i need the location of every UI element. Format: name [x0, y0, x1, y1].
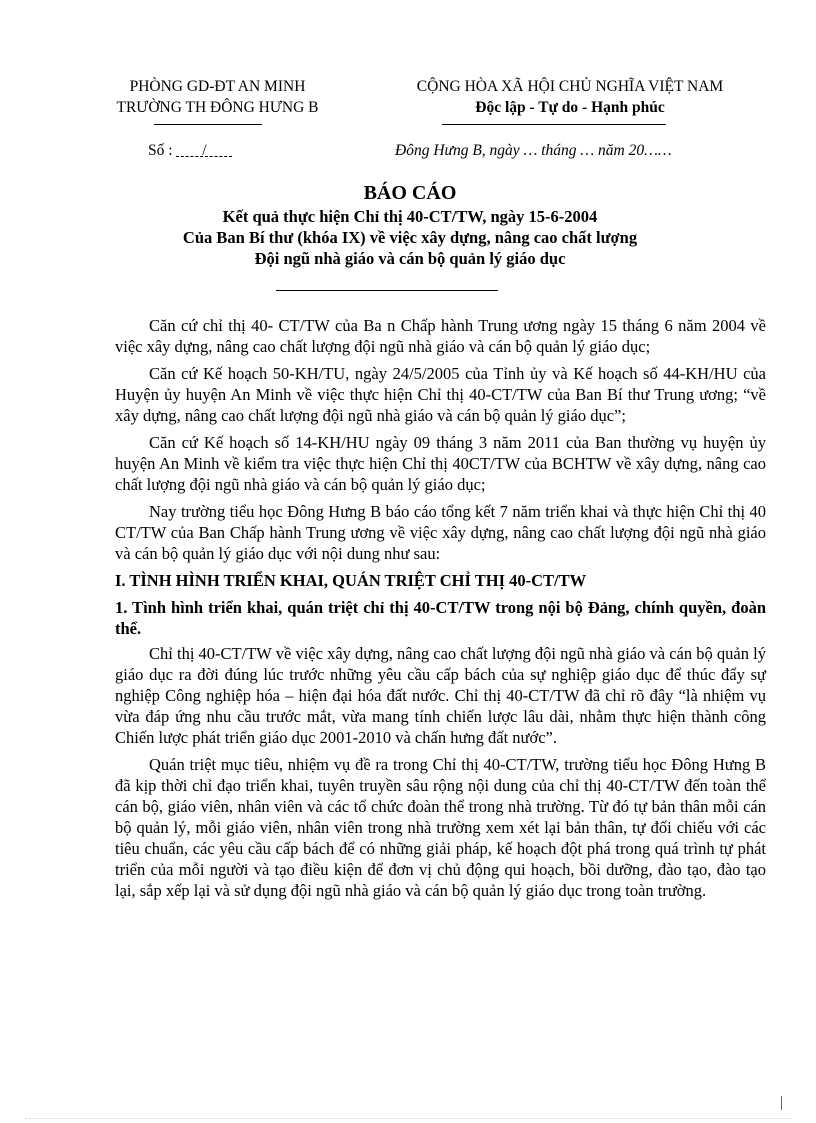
- report-title: [80, 180, 740, 269]
- issuing-agency: [95, 76, 340, 118]
- agency-school: TRƯỜNG TH ĐÔNG HƯNG B: [116, 99, 319, 116]
- ref-slash: /: [202, 142, 207, 159]
- agency-underline: [154, 124, 262, 125]
- page-bottom-border: [25, 1118, 791, 1119]
- document-number: [148, 142, 232, 160]
- paragraph-3: Căn cứ Kế hoạch số 14-KH/HU ngày 09 tháng 3 năm 2011 của Ban thường vụ huyện ủy huyện An Minh về kiểm tra việc thực hiện Chỉ thị 40CT/TW của BCHTW về xây dựng, nâng cao chất lượng đội ngũ nhà giáo và cán bộ quản lý giáo dục;: [115, 433, 766, 494]
- title-line-2: Của Ban Bí thư (khóa IX) về việc xây dựng, nâng cao chất lượng: [182, 228, 638, 247]
- date-line: Đông Hưng B, ngày … tháng … năm 20……: [395, 142, 672, 159]
- national-header: [360, 76, 780, 118]
- title-line-1: Kết quả thực hiện Chỉ thị 40-CT/TW, ngày 15-6-2004: [222, 207, 598, 226]
- title-underline: [276, 290, 498, 291]
- paragraph-4: Nay trường tiểu học Đông Hưng B báo cáo tổng kết 7 năm triển khai và thực hiện Chỉ thị 40 CT/TW của Ban Chấp hành Trung ương về việc xây dựng, nâng cao chất lượng đội ngũ nhà giáo và cán bộ quản lý giáo dục với nội dung như sau:: [115, 502, 766, 563]
- ref-blank: [176, 142, 232, 157]
- paragraph-6: Quán triệt mục tiêu, nhiệm vụ đề ra trong Chỉ thị 40-CT/TW, trường tiểu học Đông Hưng B đã kịp thời chỉ đạo triển khai, tuyên truyền sâu rộng nội dung của chỉ thị 40-CT/TW đến toàn thể cán bộ, giáo viên, nhân viên và các tổ chức đoàn thể trong nhà trường. Từ đó tự bản thân mỗi cán bộ quản lý, mỗi giáo viên, nhân viên trong nhà trường xem xét lại bản thân, tự đối chiếu với các tiêu chuẩn, các yêu cầu cấp bách để có những giải pháp, kế hoạch đột phá trong quá trình tự phát triển của mỗi người và tạo điều kiện để đơn vị chủ động qui hoạch, bồi dưỡng, đào tạo, đào tạo lại, sắp xếp lại và sử dụng đội ngũ nhà giáo và cán bộ quản lý giáo dục trong toàn trường.: [115, 755, 766, 900]
- page-corner-mark: [771, 1096, 782, 1110]
- ref-label: Số :: [148, 142, 173, 159]
- nation-name: CỘNG HÒA XÃ HỘI CHỦ NGHĨA VIỆT NAM: [416, 78, 724, 95]
- paragraph-1: Căn cứ chỉ thị 40- CT/TW của Ba n Chấp hành Trung ương ngày 15 tháng 6 năm 2004 về việc xây dựng, nâng cao chất lượng đội ngũ nhà giáo và cán bộ quản lý giáo dục;: [115, 316, 766, 356]
- section-heading-1: I. TÌNH HÌNH TRIỂN KHAI, QUÁN TRIỆT CHỈ THỊ 40-CT/TW: [115, 571, 587, 590]
- motto-underline: [442, 124, 666, 125]
- agency-department: PHÒNG GD-ĐT AN MINH: [129, 78, 306, 95]
- subsection-heading-1: 1. Tình hình triển khai, quán triệt chỉ thị 40-CT/TW trong nội bộ Đảng, chính quyền, đoàn thể.: [115, 598, 766, 638]
- title-line-3: Đội ngũ nhà giáo và cán bộ quản lý giáo dục: [254, 249, 566, 268]
- title-main: BÁO CÁO: [363, 182, 457, 204]
- national-motto: Độc lập - Tự do - Hạnh phúc: [475, 99, 665, 116]
- paragraph-2: Căn cứ Kế hoạch 50-KH/TU, ngày 24/5/2005 của Tỉnh ủy và Kế hoạch số 44-KH/HU của Huyện ủy huyện An Minh về việc thực hiện Chỉ thị 40-CT/TW của Ban Bí thư Trung ương; “về xây dựng, nâng cao chất lượng đội ngũ nhà giáo và cán bộ quản lý giáo dục”;: [115, 364, 766, 425]
- paragraph-5: Chỉ thị 40-CT/TW về việc xây dựng, nâng cao chất lượng đội ngũ nhà giáo và cán bộ quản lý giáo dục ra đời đúng lúc trước những yêu cầu cấp bách của sự nghiệp giáo dục để thúc đẩy sự nghiệp Công nghiệp hóa – hiện đại hóa đất nước. Chỉ thị 40-CT/TW đã chỉ rõ đây “là nhiệm vụ vừa đáp ứng nhu cầu trước mắt, vừa mang tính chiến lược lâu dài, nhằm thực hiện thành công Chiến lược phát triển giáo dục 2001-2010 và chấn hưng đất nước”.: [115, 644, 766, 747]
- report-body: [115, 315, 766, 907]
